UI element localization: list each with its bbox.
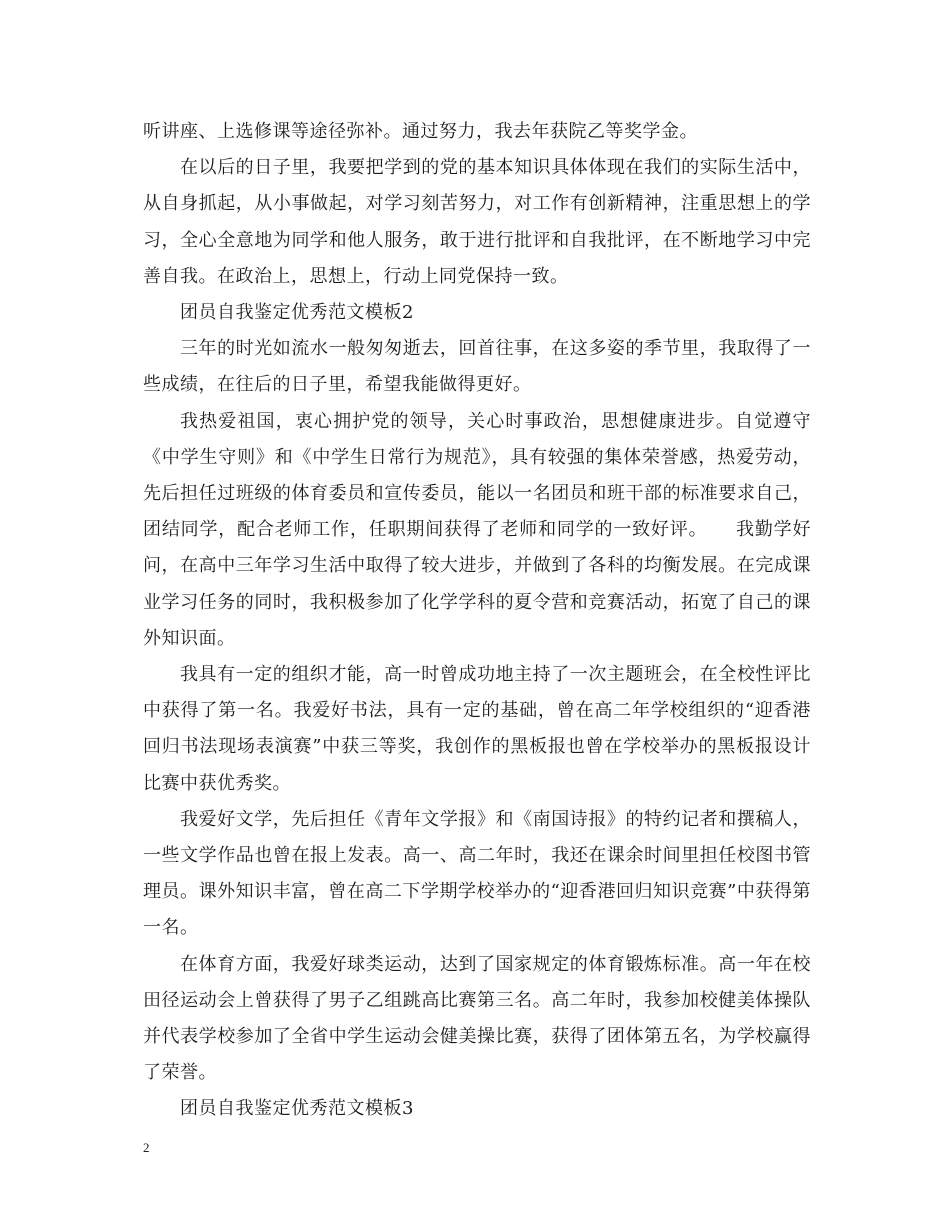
paragraph-4: 我热爱祖国，衷心拥护党的领导，关心时事政治，思想健康进步。自觉遵守《中学生守则》和《中学生日常行为规范》，具有较强的集体荣誉感，热爱劳动，先后担任过班级的体育委员和宣传委员，能以一名团员和班干部的标准要求自己，团结同学，配合老师工作，任职期间获得了老师和同学的一致好评。 我勤学好问，在高中三年学习生活中取得了较大进步，并做到了各科的均衡发展。在完成课业学习任务的同时，我积极参加了化学学科的夏令营和竞赛活动，拓宽了自己的课外知识面。 (143, 410, 811, 649)
section-heading-template-3: 团员自我鉴定优秀范文模板3 (180, 1098, 414, 1120)
page-number: 2 (143, 1140, 150, 1155)
paragraph-1: 听讲座、上选修课等途径弥补。通过努力，我去年获院乙等奖学金。 (143, 121, 698, 142)
paragraph-2: 在以后的日子里，我要把学到的党的基本知识具体体现在我们的实际生活中，从自身抓起，从小事做起，对学习刻苦努力，对工作有创新精神，注重思想上的学习，全心全意地为同学和他人服务，敢于进行批评和自我批评，在不断地学习中完善自我。在政治上，思想上，行动上同党保持一致。 (143, 157, 811, 287)
paragraph-6: 我爱好文学，先后担任《青年文学报》和《南国诗报》的特约记者和撰稿人，一些文学作品也曾在报上发表。高一、高二年时，我还在课余时间里担任校图书管理员。课外知识丰富，曾在高二下学期学校举办的“迎香港回归知识竞赛”中获得第一名。 (143, 808, 811, 939)
paragraph-7: 在体育方面，我爱好球类运动，达到了国家规定的体育锻炼标准。高一年在校田径运动会上曾获得了男子乙组跳高比赛第三名。高二年时，我参加校健美体操队并代表学校参加了全省中学生运动会健美操比赛，获得了团体第五名，为学校赢得了荣誉。 (143, 953, 811, 1084)
paragraph-3: 三年的时光如流水一般匆匆逝去，回首往事，在这多姿的季节里，我取得了一些成绩，在往后的日子里，希望我能做得更好。 (143, 338, 811, 396)
section-heading-template-2: 团员自我鉴定优秀范文模板2 (180, 302, 414, 324)
paragraph-5: 我具有一定的组织才能，高一时曾成功地主持了一次主题班会，在全校性评比中获得了第一名。我爱好书法，具有一定的基础，曾在高二年学校组织的“迎香港回归书法现场表演赛”中获三等奖，我创作的黑板报也曾在学校举办的黑板报设计比赛中获优秀奖。 (143, 664, 811, 794)
body-text (143, 114, 811, 1128)
